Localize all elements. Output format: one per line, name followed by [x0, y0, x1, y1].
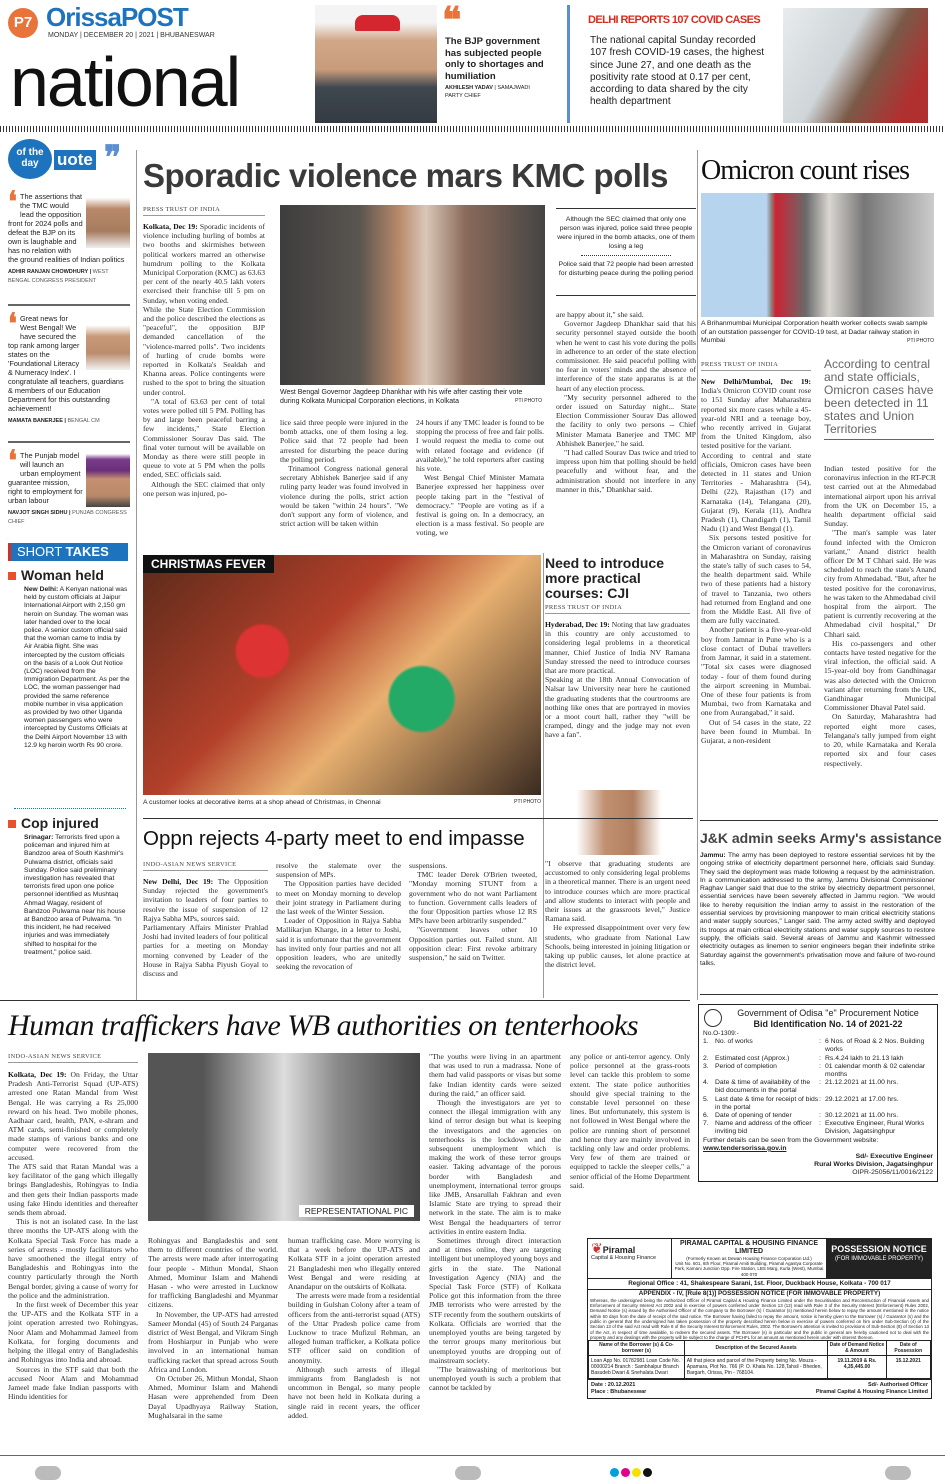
possession-table	[588, 1340, 931, 1379]
column-divider	[136, 150, 137, 1000]
short-take-title-text: Cop injured	[21, 815, 99, 831]
covid-test-photo	[783, 8, 928, 123]
omicron-col1	[701, 377, 811, 802]
paragraph: Sometimes through direct interaction and at times online, they are targeting intelligent but unemployed young boys and girls in the state. The National Investigation Agency (NIA) and the Special Task Force (STF) of Kolkata Police got this information from the three JMB terrorists who were arrested by the STF recently from the southern outskirts of Kolkata. Officials are worried that the unemployed youths are being targeted by the terror groups many meritorious but unemployed youths are dropping out of mainstream society.	[429, 1236, 561, 1365]
tender-rows	[703, 1038, 933, 1136]
paragraph: Though the investigators are yet to connect the illegal immigration with any kind of terror design but what is keeping the investigators and the agencies on tenterhooks is the lockdown and the subsequent unemployment which is making the work of these terror groups easier. Taking advantage of the porous border with Bangladesh and unemployment, international terror groups like JMB, Ansarullah Fakhran and even Islamic State are trying to spread their network in the state. The aim is to make West Bengal the headquarters of terror activities in entire eastern India.	[429, 1098, 561, 1236]
possession-title: POSSESSION NOTICE	[831, 1244, 927, 1254]
short-take-cop-injured	[8, 815, 130, 957]
quote-item	[8, 308, 130, 426]
short-take-title-text: Woman held	[21, 567, 104, 583]
kmc-col2	[280, 418, 408, 545]
kmc-col3	[416, 418, 544, 545]
table-header: Description of the Secured Assets	[684, 1341, 828, 1356]
tender-row: 7. Name and address of the officer inviting bid : Executive Engineer, Rural Works Division, Jagatsinghpur	[703, 1120, 933, 1136]
quote-name: ADHIR RANJAN CHOWDHURY	[8, 269, 89, 275]
paragraph: Indian tested positive for the coronavirus infection in the RT-PCR test carried out at the Ahmedabad international airport upon his arrival from the UK on December 15, a health department official said Sunday.	[824, 464, 936, 529]
quote-text: The assertions that the TMC would lead the opposition front for 2024 polls and defeat the BJP on its own is laughable and has no relation with the ground realities of Indian politics	[8, 192, 125, 264]
top-quote-title: SAMAJWADI PARTY CHIEF	[445, 85, 530, 99]
tender-sign-1: Sd/- Executive Engineer	[855, 1153, 933, 1161]
paragraph: "The youths were living in an apartment that was used to run a madrassa. None of them had valid passports or visas but some fake Indian identity cards were seized during the raid," an officer said.	[429, 1052, 561, 1098]
caption-text: A Brihanmumbai Municipal Corporation health worker collects swab sample of an outstation passenger for COVID-19 test, at Dadar railway station in Mumbai	[701, 320, 928, 344]
paragraph: "A total of 63.63 per cent of total votes were polled till 5 PM. Polling has by and large been peaceful barring a few incidents," State Election Commissioner Sourav Das said. The final voter turnout will be available on Monday as there were still people in queue to vote at 5 PM when the polls ended, SEC officials said.	[143, 396, 265, 480]
column-divider	[543, 553, 544, 998]
paragraph: Although such arrests of illegal immigrants from Bangladesh is not uncommon in Bengal, so many people have not been held in Kolkata during a single raid in recent years, the officer added.	[288, 1364, 420, 1420]
paragraph: On October 26, Mithun Mondal, Shaon Ahmed, Mominur Islam and Mahendi Hasan were apprehended from Deen Dayal Upadhyaya Railway Station, Mughalsarai in the same	[148, 1374, 278, 1420]
paragraph: "The man's sample was later found infected with the Omicron variant," Anand district health officer Dr M T Chhari said. He was scheduled to reach the state's Anand city from Ahmedabad. "But, after he tested positive for the coronavirus, he was taken to the Ahmedabad civil hospital from the airport. The patient is currently recovering at the Ahmedabad civil hospital," Dr Chhari said.	[824, 528, 936, 639]
short-takes-label-a: SHORT	[17, 544, 66, 559]
tender-row-value: 30.12.2021 at 11.00 hrs.	[825, 1112, 899, 1120]
piramal-address: Unit No. 601, 6th Floor, Piramal Amiti Building, Piramal Agastya Corporate Park, Kamani Junction Opp. Fire Station, LBS Marg, Kurla (West), Mumbai 400 070	[674, 1261, 824, 1277]
table-cell: 15.12.2021	[886, 1356, 930, 1379]
tender-row-label: Period of completion	[715, 1062, 777, 1070]
omicron-caption	[701, 320, 934, 346]
paragraph: resolve the stalemate over the suspension of MPs.	[276, 861, 401, 880]
tender-row: 4. Date & time of availability of the bid documents in the portal : 21.12.2021 at 11.00 hrs.	[703, 1079, 933, 1095]
paragraph: While the State Election Commission and the police described the elections as "peaceful", the opposition BJP demanded cancellation of the "violence-marred polls". Two incidents of hurling of crude bombs were reported in Kolkata's Sealdah and Khanna areas. Police contingents were rushed to the spot to bring the situation under control.	[143, 304, 265, 397]
trafficking-col1	[8, 1070, 138, 1448]
short-take-body	[24, 834, 130, 957]
paragraph: "I had called Sourav Das twice and tried to impress upon him that polling should be held peacefully and without fear, and the administration should not interfere in any manner in this," Dhankhar said.	[556, 448, 696, 494]
dateline: Hyderabad, Dec 19:	[545, 620, 610, 629]
short-take-text: A Kenyan national was held by custom officials at Jaipur International Airport with 2,150 gm heroin on Sunday. The woman was later handed over to the local police. A senior custom official said that the woman came to India by Air Arabia flight. She was intercepted by the custom officials on the basis of a Look Out Notice (LOC) received from the Immigration Department. As per the LOC, the woman passenger had provided the same reference mobile number in visa application as provided by two other Uganda women passengers who were intercepted by Customs Officials at the Delhi Airport November 13 with 12.9 kg heroin worth Rs 90 crore.	[24, 586, 130, 749]
paragraph: any police or anti-terror agency. Only police personnel at the grass-roots level can tackle this problem to some extent. The state police authorities should give special training to the constable level personnel on these lines. But unfortunately, this system is not followed in West Bengal where the police are running short of personnel and hence they are mainly involved in tackling only law and order problems. Very few of them are trained or equipped to tackle the sleeper cells," a senior official of the Home Department said.	[570, 1052, 690, 1190]
tender-website-link[interactable]: www.tendersorissa.gov.in	[703, 1144, 787, 1152]
quote-name: MAMATA BANERJEE	[8, 418, 63, 424]
barcode-strip	[0, 126, 945, 132]
kmc-col1	[143, 222, 265, 544]
square-bullet-icon	[8, 572, 16, 580]
trafficking-col5	[570, 1052, 690, 1212]
paragraph: 24 hours if any TMC leader is found to be stopping the process of free and fair polls. I would request the media to come out with related footage and evidence (if available)," he told reporters after casting his vote.	[416, 418, 544, 474]
oppn-byline: INDO-ASIAN NEWS SERVICE	[143, 861, 268, 871]
tender-row-number: 1.	[703, 1038, 709, 1046]
tender-row-number: 7.	[703, 1120, 709, 1128]
cji-headline: Need to introduce more practical courses: CJI	[545, 555, 665, 601]
registration-mark	[885, 1466, 911, 1480]
oppn-headline: Oppn rejects 4-party meet to end impasse	[143, 827, 525, 850]
kmc-headline: Sporadic violence mars KMC polls	[143, 157, 668, 194]
quote-mark-icon: ❝	[442, 0, 462, 40]
table-cell: All that piece and parcel of the Property being No. Mouza - Apamara, Plot No. 766 (P. O. Khata No. 128,Tahsil - Bheden, Bargarh, Orissa, Pin - 768104.	[684, 1356, 828, 1379]
piramal-logo	[588, 1239, 672, 1278]
trafficking-col4	[429, 1052, 561, 1448]
tender-ref: No.O-1309:-	[703, 1030, 739, 1037]
paragraph: TMC leader Derek O'Brien tweeted, "Monday morning STUNT from a government who do not want Parliament to function. Government calls leaders of the four Opposition parties whose 12 RS MPs have been arbitrarily suspended."	[409, 870, 537, 926]
possession-body: Whereas, the undersigned being the Authorized Officer of Piramal Capital & Housing Finance Limited under the Securitisation and Reconstruction of Financial Assets and Enforcement of Security Interest Act 2002 and in exercise of powers conferred under Section 13 (12) read with Rule 3 of the Security Interest (Enforcement) Rules 2002, Demand Notice (s) issued by the Authorised Officer of the company to the Borrower (s) / Guarantor (s) mentioned herein below to repay the amount mentioned in the notice within 60 days from the date of receipt of the said notice. The Borrower having failed to repay the amount, notice is hereby given to the Borrower (s) / Guarantor (s) and the public in general that the undersigned has taken possession of the property described herein below in exercise of powers conferred on him under Sub-Section (4) of the Section 13 of the said Act read with Rule 8 of the Security Interest Enforcement Rules, 2002. The Borrower's attention is invited to provisions of Sub-Section (8) of Section 13 of the Act, in respect of time available, to redeem the secured assets. The Borrower (s) in particular and the public in general are hereby cautioned not to deal with the property and any dealings with the property will be subject to the charge of PCHFL for an amount as mentioned herein under with interest thereon.	[590, 1297, 929, 1340]
square-bullet-icon	[8, 820, 16, 828]
quote-marks-icon: ❞	[104, 139, 122, 175]
table-cell: 19.11.2019 & Rs. 4,35,445.00	[828, 1356, 886, 1379]
regional-office: Regional Office : 41, Shakespeare Sarani, 1st. Floor, Duckback House, Kolkata - 700 017	[588, 1279, 931, 1290]
table-header: Date of Demand Notice & Amount	[829, 1342, 885, 1355]
delhi-covid-title: DELHI REPORTS 107 COVID CASES	[588, 14, 761, 26]
akhilesh-photo	[315, 5, 437, 123]
pull-quote-2: Police said that 72 people had been arrested for disturbing peace during the polling period	[558, 261, 694, 277]
jk-body	[700, 852, 935, 968]
paragraph: Rohingyas and Bangladeshis and sent them to different countries of the world. The arrests were made after interrogating four people - Mithun Mondal, Shaon Ahmed, Mominur Islam and Mahendi Hasan - who were arrested in Lucknow for trafficking Bangladeshi and Myanmar citizens.	[148, 1236, 278, 1310]
representational-photo	[148, 1053, 420, 1221]
section-title: national	[10, 43, 240, 121]
omicron-col2	[824, 464, 936, 802]
paragraph: Governor Jagdeep Dhankhar said that his security personnel stayed outside the booth when he went to cast his vote during the polls in adherence to an order of the state election commissioner. He said peaceful polling with no fear in voters' minds and the absence of interference of the state apparatus is at the heart of any election process.	[556, 319, 696, 393]
paragraph: On Saturday, Maharashtra had reported eight more cases, Telangana's tally jumped from eight to 20, while Karnataka and Kerala reported six and four cases respectively.	[824, 712, 936, 768]
page-number-badge: P7	[8, 8, 38, 38]
bottom-rule	[0, 1455, 945, 1456]
short-take-text: Terrorists fired upon a policeman and injured him at Bandzoo area of South Kashmir's Pulwama district, officials said Sunday. Police said preliminary investigation has revealed that terrorists fired upon one police personnel identified as Mushtaq Ahmad Wagay, resident of Bandzoo Pulwama near his house at Bandzoo area of Pulwama. "In this incident, he had received injuries and was immediately shifted to hospital for the treatment," police said.	[24, 834, 126, 956]
piramal-sign-2: Piramal Capital & Housing Finance Limited	[815, 1389, 928, 1396]
cji-byline: PRESS TRUST OF INDIA	[545, 604, 690, 614]
paragraph: Out of 54 cases in the state, 22 have been found in Mumbai. In Gujarat, a non-resident	[701, 717, 811, 745]
tender-row-number: 6.	[703, 1112, 709, 1120]
piramal-logo-text: Piramal	[602, 1245, 636, 1255]
paragraph: Six persons tested positive for the Omicron variant of coronavirus in Maharashtra on Sunday, raising the state's tally of such cases to 54, the health department said. While two of these patients had a history of travel to Tanzania, two others had returned from England and one from the Middle East. All five of them are fully vaccinated.	[701, 533, 811, 626]
table-header-row	[589, 1341, 931, 1356]
top-quote-text: The BJP government has subjected people only to shortages and humiliation	[445, 36, 544, 82]
tender-row-label: Name and address of the officer inviting bid	[715, 1120, 812, 1136]
tender-row-value: Rs.4.24 lakh to 21.13 lakh	[825, 1054, 904, 1062]
logo: OrissaPOST	[46, 2, 188, 32]
paragraph: On Friday, the Uttar Pradesh Anti-Terrorist Squad (UP-ATS) arrested one Ratan Mandal from West Bengal. He was carrying a Rs 25,000 reward on his head. Two mobile phones, Aadhaar card, health, PAN, e-shram and ATM cards, semi-finished or completely made stamps of various banks and one computer were recovered from the accused.	[8, 1070, 138, 1162]
cji-body-cont	[545, 859, 690, 996]
odisha-emblem-icon	[704, 1009, 722, 1027]
oppn-col1	[143, 877, 268, 997]
short-take-title	[8, 567, 130, 583]
notice-date: Date : 20.12.2021	[591, 1382, 636, 1389]
kmc-pull-quote	[556, 208, 696, 296]
divider	[0, 1000, 690, 1001]
trafficking-headline: Human traffickers have WB authorities on tenterhooks	[8, 1009, 639, 1042]
quote-title: PUNJAB CONGRESS CHIEF	[8, 510, 127, 525]
dateline: Kolkata, Dec 19:	[8, 1070, 67, 1079]
tender-code: OIPR-25056/11/0016/2122	[852, 1169, 933, 1177]
pull-quote-1: Although the SEC claimed that only one person was injured, police said three people were injured in the bomb attacks, one of them losing a leg	[557, 216, 695, 250]
dateline: Jammu:	[700, 852, 726, 859]
tender-row-label: Date of opening of tender	[715, 1112, 792, 1120]
paragraph: lice said three people were injured in the bomb attacks, one of them losing a leg. Police said that 72 people had been arrested for disturbing the peace during the polling period.	[280, 418, 408, 464]
cji-photo	[548, 790, 690, 855]
piramal-notice	[587, 1238, 932, 1399]
tender-row-value: 29.12.2021 at 17.00 hrs.	[825, 1095, 899, 1103]
divider	[8, 304, 130, 306]
tender-row: 2. Estimated cost (Approx.) : Rs.4.24 lakh to 21.13 lakh	[703, 1055, 933, 1063]
tender-row-number: 3.	[703, 1062, 709, 1070]
omicron-pull-quote: According to central and state officials, Omicron cases have been detected in 11 states and Union Territories	[824, 358, 934, 440]
jk-text: The army has been deployed to restore essential services hit by the ongoing strike of electricity department personnel here, officials said Sunday. They said the deployment was made following a request by the administration. In a communication addressed to the army, Jammu Divisional Commissioner Raghav Langer said that due to the strike by electricity department personnel, essential services have been severely affected in Jammu region. "We would like to hereby requisition the Indian army to assist in the restoration of the essential services by provisioning manpower to main critical electricity stations and water supply sources," Langer said. The army acted swiftly and deployed its troops at main critical electricity stations and water supply sources to restore supply, the officials said. Several areas of Jammu and Kashmir witnessed electricity outages as linemen to senior engineers began their indefinite strike Saturday against the government's privatisation move and failure of two-round talks.	[700, 852, 935, 967]
christmas-caption	[143, 798, 541, 807]
short-take-body	[24, 586, 130, 750]
paragraph: human trafficking case. More worrying is that a week before the UP-ATS and Kolkata STF in a joint operation arrested 21 Bangladeshi men who illegally entered West Bengal and were residing at Anandapur on the outskirts of Kolkata.	[288, 1236, 420, 1292]
tender-row-value: 01 calendar month & 02 calendar months	[825, 1062, 926, 1079]
quote-of-the-day-logo	[8, 139, 132, 179]
registration-mark	[455, 1466, 481, 1480]
paragraph: This is not an isolated case. In the last three months the UP-ATS along with the Kolkata Special Task Force has made a series of arrests - mostly facilitators who have smoothened the illegal entry of Bangladeshis and Rohingyas into the country particularly through the North Bengal border, giving a cause of worry for the police and the administration.	[8, 1217, 138, 1300]
paragraph: In the first week of December this year the UP-ATS and the Kolkata STF in a joint operation arrested two Rohingyas, Noor Alam and Mohammad Jameel from Kolkata, for forging documents and helping the illegal entry of Bangladeshis and Rohingyas into India and abroad.	[8, 1300, 138, 1365]
table-header: Name of the Borrower (s) & Co-borrower (s)	[589, 1341, 685, 1356]
possession-notice-banner	[827, 1239, 931, 1278]
paragraph: Leader of Opposition in Rajya Sabha Mallikarjun Kharge, in a letter to Joshi, said it is unfortunate that the government has invited only four parties and not all opposition leaders, who are unitedly seeking the revocation of	[276, 916, 401, 972]
of-the-day-label: of the day	[8, 139, 52, 179]
tender-row-label: Estimated cost (Approx.)	[715, 1054, 790, 1062]
dateline: Srinagar:	[24, 834, 54, 841]
registration-mark	[35, 1466, 61, 1480]
tender-further: Further details can be seen from the Government website:	[703, 1136, 879, 1144]
photo-label: REPRESENTATIONAL PIC	[299, 1205, 414, 1217]
divider	[700, 820, 938, 821]
piramal-logo-icon: ❦	[591, 1240, 603, 1256]
tender-notice	[698, 1004, 938, 1182]
tender-row-label: Date & time of availability of the bid documents in the portal	[715, 1079, 811, 1095]
quote-item	[8, 186, 130, 286]
divider	[700, 994, 938, 995]
omicron-byline: PRESS TRUST OF INDIA	[701, 361, 811, 371]
paragraph: West Bengal Chief Minister Mamata Banerjee expressed her happiness over people taking part in the "festival of democracy." "People are voting as if a festival is going on. In a democracy, an election is a mass festival. So people are voting, we	[416, 473, 544, 538]
paragraph: Another patient is a five-year-old boy from Jamnar in Pune who is a close contact of Dubai travellers from Jamnar, it said in a statement. "Total six cases were diagnosed today - four of them found during the airport screening in Mumbai. One of these four patients is from Mumbai, two from Karnataka and one from Aurangabad," it said.	[701, 625, 811, 718]
paragraph: In November, the UP-ATS had arrested Sameer Mondal (45) of South 24 Parganas district of West Bengal, and Vikram Singh from Hoshiarpur in Punjab who were involved in an international human trafficking racket that spread across South Africa and London.	[148, 1309, 278, 1374]
quote-text: The Punjab model will launch an urban employment guarantee mission, right to employment for urban labour	[8, 451, 83, 505]
paragraph: "My security personnel adhered to the order issued on Saturday night... State Election Commissioner Sourav Das allowed the facility to only two persons -- Chief Minister Mamata Banerjee and TMC MP Abhishek Banerjee," he said.	[556, 392, 696, 448]
paragraph: The arrests were made from a residential building in Gulshan Colony after a team of officers from the anti-terrorist squad (ATS) of the Uttar Pradesh police came from Lucknow to trace Mufizul Rehman, an alleged human trafficker, a Kolkata police STF officer said on condition of anonymity.	[288, 1291, 420, 1365]
cji-body	[545, 620, 690, 787]
piramal-company-name: PIRAMAL CAPITAL & HOUSING FINANCE LIMITED	[679, 1240, 819, 1255]
dotted-divider	[581, 255, 671, 256]
tender-row-number: 2.	[703, 1054, 709, 1062]
photo-credit: PTI PHOTO	[514, 799, 541, 805]
possession-sub: (FOR IMMOVABLE PROPERTY)	[834, 1256, 924, 1262]
caption-text: West Bengal Governor Jagdeep Dhankhar with his wife after casting their vote during Kolkata Municipal Corporation elections, in Kolkata	[280, 389, 523, 405]
paragraph: India's Omicron COVID count rose to 151 Sunday after Maharashtra reported six more cases while a 45-year-old NRI and a teenage boy, who recently arrived in Gujarat from the United Kingdom, also tested positive for the variant.	[701, 386, 811, 451]
tender-title: Government of Odisa "e" Procurement Notice	[737, 1008, 919, 1018]
piramal-logo-sub: Capital & Housing Finance	[591, 1255, 657, 1261]
table-cell: Loan App No. 01782981 Loan Code No. 00000214 Branch : Sambhalpur Branch Basudeb Dwari & Snehalata Dwari	[589, 1356, 685, 1379]
kmc-photo-caption	[280, 388, 542, 406]
omicron-photo	[701, 193, 934, 317]
paragraph: The Opposition parties have decided to meet on Monday morning to develop their joint strategy in Parliament during the last week of the Winter Session.	[276, 879, 401, 917]
short-takes-label-b: TAKES	[65, 544, 109, 559]
kmc-byline: PRESS TRUST OF INDIA	[143, 206, 265, 216]
trafficking-col2	[148, 1236, 278, 1448]
paragraph: "The brainwashing of meritorious but unemployed youth is such a problem that cannot be tackled by	[429, 1364, 561, 1393]
tender-row: 1. No. of works : 6 Nos. of Road & 2 Nos. Building works	[703, 1038, 933, 1054]
quote-mark-icon: ❛	[8, 186, 18, 217]
jk-headline: J&K admin seeks Army's assistance	[700, 830, 942, 846]
quote-attribution: ADHIR RANJAN CHOWDHURY | WEST BENGAL CONGRESS PRESIDENT	[8, 269, 109, 284]
tender-row-number: 5.	[703, 1095, 709, 1103]
tender-sign-2: Rural Works Division, Jagatsinghpur	[814, 1161, 933, 1169]
piramal-footer	[588, 1379, 931, 1398]
piramal-header	[588, 1239, 931, 1279]
tender-row-value: Executive Engineer, Rural Works Division, Jagatsinghpur	[825, 1120, 925, 1136]
tender-row-value: 6 Nos. of Road & 2 Nos. Building works	[825, 1038, 925, 1054]
tender-bid-id: Bid Identification No. 14 of 2021-22	[753, 1019, 903, 1029]
paragraph: He expressed disappointment over very few students, who graduate from National Law Schools, being interested in joining litigation or taking up public causes, let alone practice at the district level.	[545, 923, 690, 970]
photo-credit: PTI PHOTO	[515, 398, 542, 404]
tender-row-number: 4.	[703, 1079, 709, 1087]
kmc-col4	[556, 310, 696, 545]
quote-mark-icon: ❛	[8, 445, 18, 476]
paragraph: "Government leaves other 10 Opposition parties out. Failed stunt. All opposition clear: First revoke arbitrary suspension," he said on Twitter.	[409, 925, 537, 963]
notice-place: Place : Bhubaneswar	[591, 1389, 647, 1396]
quote-attribution: NAVJOT SINGH SIDHU | PUNJAB CONGRESS CHIEF	[8, 510, 127, 525]
color-bar	[610, 1468, 652, 1477]
paragraph: Noting that law graduates in this country are only accustomed to considering legal problems in a theoretical manner, Chief Justice of India NV Ramana Sunday stressed the need to introduce courses that are more practical.	[545, 620, 690, 676]
top-quote-name: AKHILESH YADAV	[445, 85, 493, 91]
trafficking-byline: INDO-ASIAN NEWS SERVICE	[8, 1053, 138, 1063]
mamata-photo	[86, 314, 130, 370]
dateline: New Delhi/Mumbai, Dec 19:	[701, 377, 811, 386]
dotted-divider	[14, 808, 126, 809]
trafficking-col3	[288, 1236, 420, 1448]
paragraph: According to central and state officials, Omicron cases have been detected in 11 states and Union Territories - Maharashtra (54), Delhi (22), Rajasthan (17) and Karnataka (14), Telangana (20), Gujarat (9), Kerala (11), Andhra Pradesh (1), Chandigarh (1), Tamil Nadu (1) and West Bengal (1).	[701, 450, 811, 534]
paragraph: The Opposition Sunday rejected the government's invitation to leaders of four parties to resolve the issue of suspension of 12 Rajya Sabha MPs, sources said.	[143, 877, 268, 923]
dateline: Kolkata, Dec 19:	[143, 222, 198, 231]
tender-row-label: Last date & time for receipt of bids in the portal	[715, 1095, 819, 1111]
delhi-covid-text: The national capital Sunday recorded 107 fresh COVID-19 cases, the highest since June 27, and one death as the positivity rate stood at 0.17 per cent, according to data shared by the city health department	[590, 35, 764, 108]
top-quote-attribution: AKHILESH YADAV | SAMAJWADI PARTY CHIEF	[445, 85, 530, 99]
christmas-photo	[143, 555, 541, 795]
paragraph: suspensions.	[409, 861, 448, 870]
paragraph: Sporadic incidents of violence including hurling of bombs at two booths and skirmishes between political workers marred an otherwise humdrum polling to the Kolkata Municipal Corporation (KMC) as 63.63 per cent of the nearly 40.5 lakh voters exercised their franchise till 5 pm on Sunday, when voting ended.	[143, 222, 265, 305]
sidhu-photo	[86, 451, 130, 507]
piramal-formerly: (Formerly Known as Dewan Housing Finance Corporation Ltd.)	[686, 1256, 812, 1261]
short-take-woman-held	[8, 567, 130, 750]
paragraph: Trinamool Congress national general secretary Abhishek Banerjee said if any ruling party leader was found involved in violence during the polls, strict action would be taken "within 24 hours". "We don't support any form of violence, and strict action will be taken within	[280, 464, 408, 529]
piramal-sign-1: Sd/- Authorised Officer	[868, 1382, 928, 1389]
caption-text: A customer looks at decorative items at a shop ahead of Christmas, in Chennai	[143, 799, 381, 806]
christmas-label: CHRISTMAS FEVER	[143, 555, 274, 573]
quote-text: Great news for West Bengal! We have secured the top rank among larger states on the 'Foundational Literacy & Numeracy Index'. I congratulate all teachers, guardians & members of our Education Department for this outstanding achievement!	[8, 314, 124, 413]
paragraph: Parliamentary Affairs Minister Prahlad Joshi had invited leaders of four political parties for a meeting on Monday morning convened by Leader of the House in Rajya Sabha Piyush Goyal to discuss and	[143, 923, 268, 979]
paragraph: Although the SEC claimed that only one person was injured, po-	[143, 479, 265, 498]
divider	[143, 818, 693, 819]
quote-title: BENGAL CM	[67, 418, 100, 424]
table-header: Date of Possession	[886, 1341, 930, 1356]
appendix-title: APPENDIX - IV, [Rule 8(1)] POSSESSION NOTICE (FOR IMMOVABLE PROPERTY)	[638, 1289, 881, 1297]
omicron-headline: Omicron count rises	[701, 155, 910, 186]
piramal-company	[672, 1239, 827, 1278]
quote-mark-icon: ❛	[8, 308, 18, 339]
column-divider	[697, 150, 698, 1000]
date-line: MONDAY | DECEMBER 20 | 2021 | BHUBANESWAR	[48, 32, 215, 39]
oppn-col2	[276, 861, 401, 997]
paragraph: Speaking at the 18th Annual Convocation of Nalsar law University near here he cautioned the graduating students that the courtrooms are nothing like ones that are portrayed in movies or a moot court hall, rather they "will be cramped, dingy and the judge may not even have a fan".	[545, 675, 690, 740]
divider	[8, 441, 130, 443]
quote-name: NAVJOT SINGH SIDHU	[8, 510, 68, 516]
paragraph: Sources in the STF said that both the accused Noor Alam and Mohammad Jameel made fake Indian passports with Hindu identities for	[8, 1364, 138, 1402]
paragraph: His co-passengers and other contacts have tested negative for the viral infection, the official said. A 15-year-old boy from Gandhinagar was also detected with the Omicron variant after returning from the UK, Gandhinagar Municipal Commissioner Dhaval Patel said.	[824, 638, 936, 713]
dateline: New Delhi, Dec 19:	[143, 877, 214, 886]
tender-row: 6. Date of opening of tender : 30.12.2021 at 11.00 hrs.	[703, 1112, 933, 1120]
quote-label: uote	[54, 150, 96, 170]
tender-row: 3. Period of completion : 01 calendar month & 02 calendar months	[703, 1063, 933, 1079]
dateline: New Delhi:	[24, 586, 59, 593]
short-takes-banner	[8, 543, 128, 561]
tender-row-value: 21.12.2021 at 11.00 hrs.	[825, 1079, 899, 1087]
photo-credit: PTI PHOTO	[907, 338, 934, 344]
quote-attribution: MAMATA BANERJEE | BENGAL CM	[8, 418, 100, 424]
dhankhar-photo	[280, 205, 545, 385]
tender-row-label: No. of works	[715, 1038, 753, 1046]
top-quote	[445, 36, 545, 100]
tender-row: 5. Last date & time for receipt of bids in the portal : 29.12.2021 at 17.00 hrs.	[703, 1096, 933, 1112]
short-take-title	[8, 815, 130, 831]
quote-title: WEST BENGAL CONGRESS PRESIDENT	[8, 269, 109, 284]
paragraph: are happy about it," she said.	[556, 310, 644, 319]
paragraph: "I observe that graduating students are accustomed to only considering legal problems in a theoretical manner. There is an urgent need to introduce courses which are more practical and allow students to interact with people and their issues at the grassroots level," Justice Ramana said.	[545, 859, 690, 924]
divider-blue	[567, 5, 570, 123]
paragraph: The ATS said that Ratan Mandal was a key facilitator of the gang which illegally brings Bangladeshis, Rohingyas to India and then gets their Indian passports made using fake Hindu identities and thereafter sends them abroad.	[8, 1162, 138, 1218]
oppn-col3	[409, 861, 537, 997]
adhir-photo	[86, 192, 130, 248]
table-row	[589, 1356, 931, 1379]
quote-item	[8, 445, 130, 527]
